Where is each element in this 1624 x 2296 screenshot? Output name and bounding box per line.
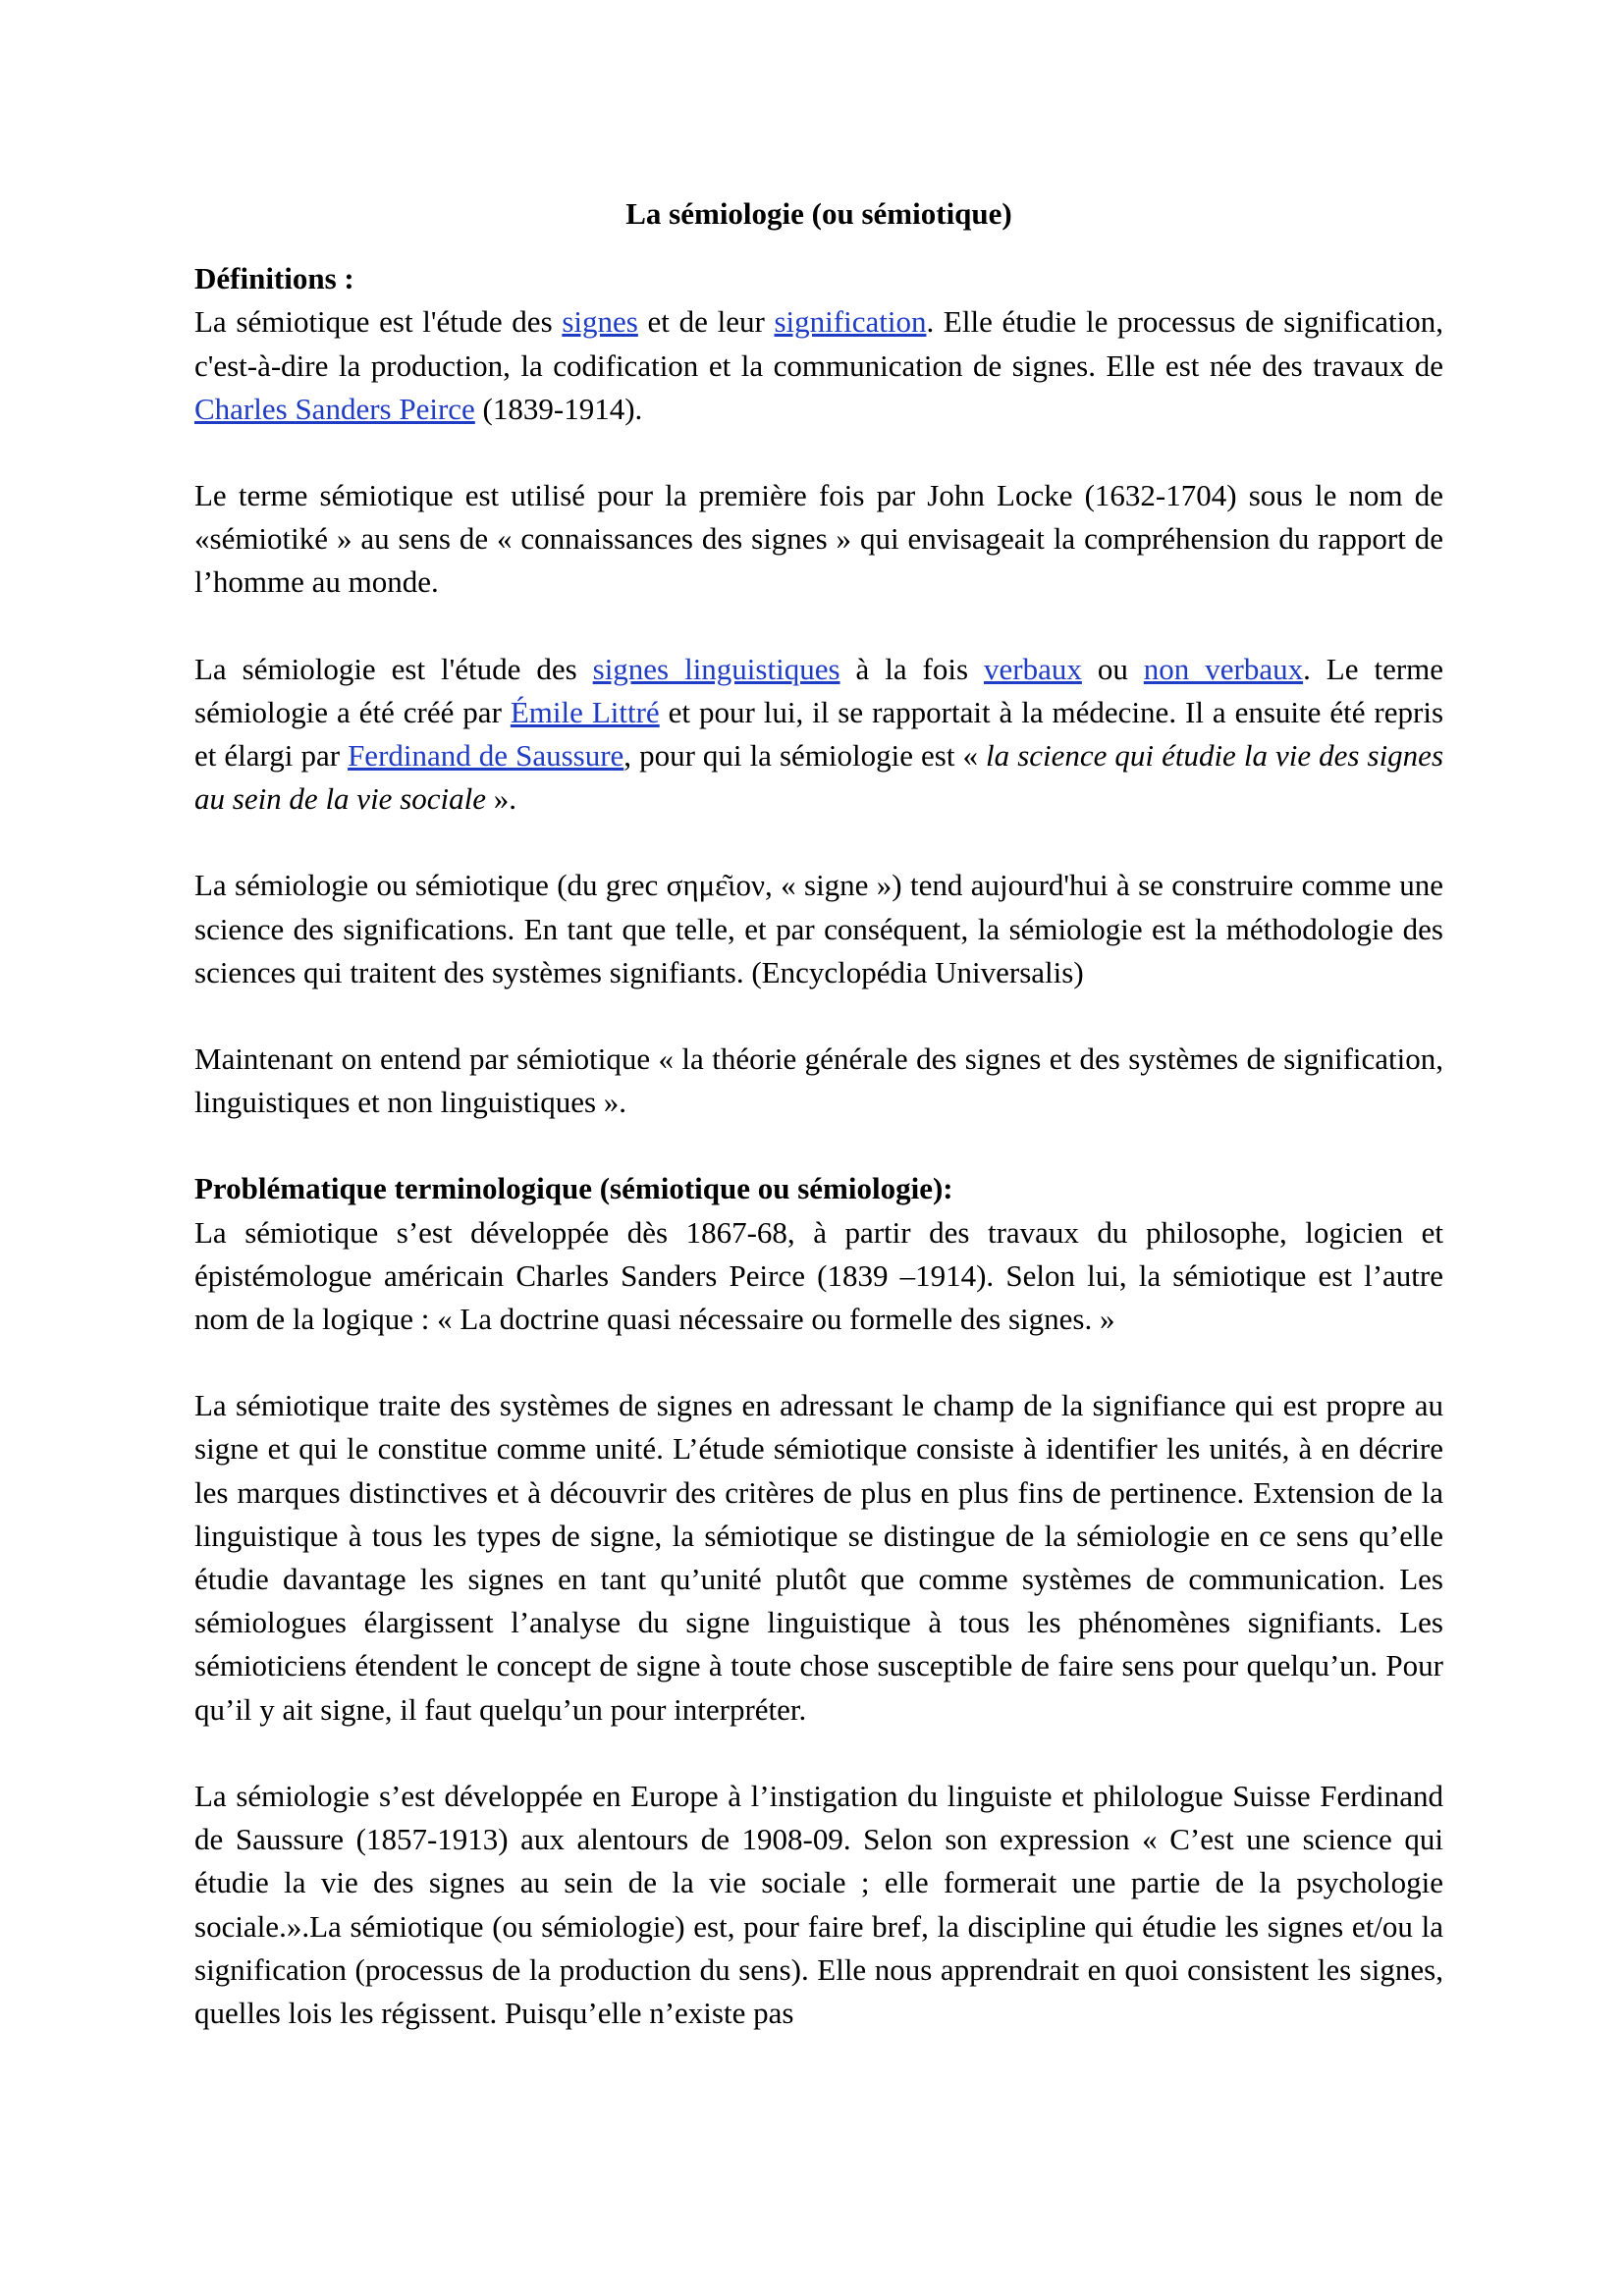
paragraph-peirce-logique: La sémiotique s’est développée dès 1867-68, à partir des travaux du philosophe, logicien et épistémologue américain Charles Sanders Peirce (1839 –1914). Selon lui, la sémiotique est l’autre nom de la logique : « La doctrine quasi nécessaire ou formelle des signes. » bbox=[194, 1214, 1443, 1337]
quote-italic: la science qui étudie la vie des signes au sein de la vie sociale bbox=[194, 738, 1444, 817]
paragraph-grec-semeion: La sémiologie ou sémiotique (du grec σημε͂ιον, « signe ») tend aujourd'hui à se construire comme une science des significations. En tant que telle, et par conséquent, la sémiologie est la méthodologie des sciences qui traitent des systèmes signifiants. (Encyclopédia Universalis) bbox=[194, 868, 1443, 989]
text-run: . Le terme sémiologie a été créé par bbox=[194, 651, 1444, 729]
text-run: à la fois bbox=[839, 651, 985, 686]
definitions-heading: Définitions : bbox=[194, 261, 354, 296]
link-verbaux[interactable]: verbaux bbox=[984, 651, 1082, 686]
link-signes-linguistiques[interactable]: signes linguistiques bbox=[592, 651, 840, 686]
document-title: La sémiologie (ou sémiotique) bbox=[625, 196, 1012, 231]
paragraph-definition-semiologie bbox=[194, 648, 1443, 822]
link-charles-sanders-peirce[interactable]: Charles Sanders Peirce bbox=[194, 391, 475, 426]
document-body bbox=[194, 192, 1443, 2035]
paragraph-definition-semiotique bbox=[194, 300, 1443, 431]
link-signification[interactable]: signification bbox=[774, 304, 927, 340]
paragraph-john-locke: Le terme sémiotique est utilisé pour la première fois par John Locke (1632-1704) sous le nom de «sémiotiké » au sens de « connaissances des signes » qui envisageait la compréhension du rapport de l’homme au monde. bbox=[194, 478, 1443, 600]
link-non-verbaux[interactable]: non verbaux bbox=[1143, 651, 1304, 686]
text-run: et de leur bbox=[637, 304, 775, 340]
text-run: et pour lui, il se rapportait à la médecine. Il a ensuite été repris et élargi par bbox=[194, 694, 1444, 774]
link-emile-littre[interactable]: Émile Littré bbox=[510, 694, 660, 729]
paragraph-systemes-de-signes: La sémiotique traite des systèmes de signes en adressant le champ de la signifiance qui est propre au signe et qui le constitue comme unité. L’étude sémiotique consiste à identifier les unités, à en décrire les marques distinctives et à découvrir des critères de plus en plus fins de pertinence. Extension de la linguistique à tous les types de signe, la sémiotique se distingue de la sémiologie en ce sens qu’elle étudie davantage les signes en tant qu’unité plutôt que comme systèmes de communication. Les sémiologues élargissent l’analyse du signe linguistique à tous les phénomènes signifiants. Les sémioticiens étendent le concept de signe à toute chose susceptible de faire sens pour quelqu’un. Pour qu’il y ait signe, il faut quelqu’un pour interpréter. bbox=[194, 1388, 1443, 1727]
text-run: . Elle étudie le processus de signification, c'est-à-dire la production, la codification et la communication de signes. Elle est née des travaux de bbox=[194, 304, 1443, 383]
text-run: ». bbox=[486, 781, 516, 817]
paragraph-saussure-europe: La sémiologie s’est développée en Europe à l’instigation du linguiste et philologue Suisse Ferdinand de Saussure (1857-1913) aux alentours de 1908-09. Selon son expression « C’est une science qui étudie la vie des signes au sein de la vie sociale ; elle formerait une partie de la psychologie sociale.».La sémiotique (ou sémiologie) est, pour faire bref, la discipline qui étudie les signes et/ou la signification (processus de la production du sens). Elle nous apprendrait en quoi consistent les signes, quelles lois les régissent. Puisqu’elle n’existe pas bbox=[194, 1778, 1443, 2030]
text-run: La sémiotique est l'étude des bbox=[194, 304, 563, 340]
link-ferdinand-de-saussure[interactable]: Ferdinand de Saussure bbox=[348, 738, 624, 774]
problematique-heading: Problématique terminologique (sémiotique ou sémiologie): bbox=[194, 1171, 953, 1206]
text-run: (1839-1914). bbox=[474, 391, 643, 426]
text-run: La sémiologie est l'étude des bbox=[194, 651, 593, 686]
link-signes[interactable]: signes bbox=[562, 304, 638, 340]
text-run: , pour qui la sémiologie est « bbox=[623, 738, 987, 774]
paragraph-theorie-generale: Maintenant on entend par sémiotique « la théorie générale des signes et des systèmes de signification, linguistiques et non linguistiques ». bbox=[194, 1041, 1443, 1120]
text-run: ou bbox=[1081, 651, 1144, 686]
